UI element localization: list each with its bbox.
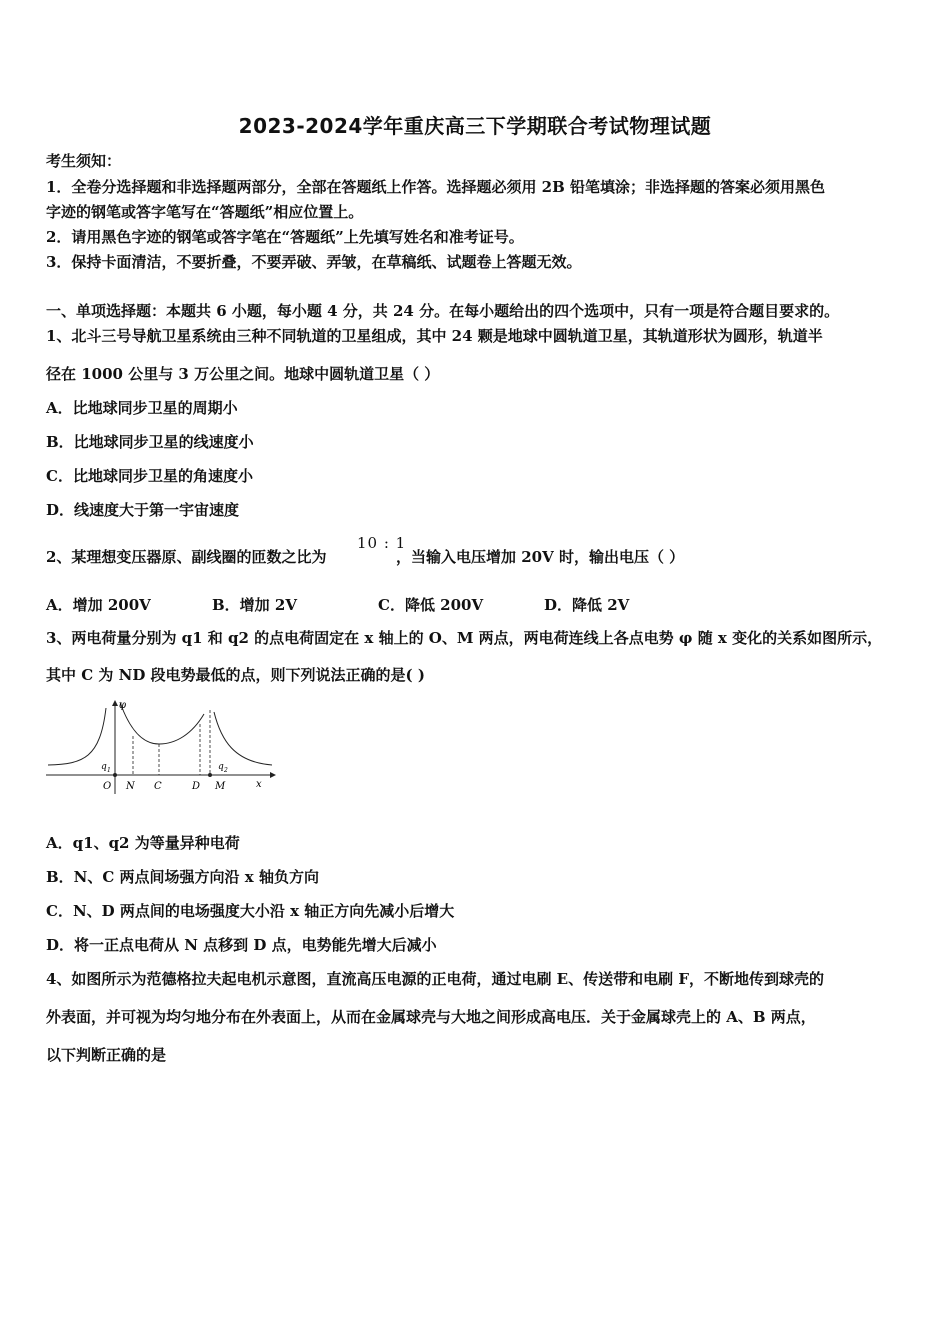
- x-label: x: [256, 779, 262, 790]
- page-title: 2023-2024学年重庆高三下学期联合考试物理试题: [238, 114, 712, 138]
- charge-q1-dot: [113, 773, 117, 777]
- q1-option-b: B．比地球同步卫星的线速度小: [46, 433, 254, 451]
- phi-axis-arrow: [112, 700, 118, 706]
- D-label: D: [192, 781, 201, 792]
- q3-option-a: A．q1、q2 为等量异种电荷: [46, 834, 240, 852]
- q3-option-b: B．N、C 两点间场强方向沿 x 轴负方向: [46, 868, 319, 886]
- notice-line-1b: 字迹的钢笔或答字笔写在“答题纸”相应位置上。: [46, 203, 364, 221]
- q2-stem-suffix: ，当输入电压增加 20V 时，输出电压（ ）: [396, 548, 685, 566]
- q1-option-c: C．比地球同步卫星的角速度小: [46, 467, 253, 485]
- q1-stem-line-2: 径在 1000 公里与 3 万公里之间。地球中圆轨道卫星（ ）: [46, 365, 440, 383]
- notice-heading: 考生须知：: [46, 152, 122, 170]
- q2-option-a: A．增加 200V: [46, 596, 151, 614]
- q2-turns-ratio: 10 : 1: [357, 534, 407, 552]
- q1-stem-line-1: 1、北斗三号导航卫星系统由三种不同轨道的卫星组成，其中 24 颗是地球中圆轨道卫星，其轨道形状为圆形，轨道半: [46, 327, 823, 345]
- q1-subscript: 1: [107, 767, 111, 774]
- q2-option-d: D．降低 2V: [544, 596, 630, 614]
- q4-stem-line-1: 4、如图所示为范德格拉夫起电机示意图，直流高压电源的正电荷，通过电刷 E、传送带和电刷 F，不断地传到球壳的: [46, 970, 824, 988]
- x-axis-arrow: [270, 772, 276, 778]
- q1-label: q: [101, 762, 107, 772]
- q4-stem-line-2: 外表面，并可视为均匀地分布在外表面上，从而在金属球壳与大地之间形成高电压．关于金属球壳上的 A、B 两点，: [46, 1008, 816, 1026]
- N-label: N: [126, 781, 135, 792]
- q2-option-b: B．增加 2V: [212, 596, 297, 614]
- q2-option-c: C．降低 200V: [378, 596, 484, 614]
- q3-stem-line-2: 其中 C 为 ND 段电势最低的点，则下列说法正确的是( ): [46, 666, 425, 684]
- q2-label: q: [218, 762, 224, 772]
- charge-q2-dot: [208, 773, 212, 777]
- potential-graph: [44, 698, 284, 798]
- q2-options: [46, 594, 629, 615]
- q1-option-a: A．比地球同步卫星的周期小: [46, 399, 238, 417]
- phi-label: φ: [119, 700, 127, 711]
- q3-option-d: D．将一正点电荷从 N 点移到 D 点，电势能先增大后减小: [46, 936, 437, 954]
- right-branch-curve: [214, 712, 272, 765]
- q1-option-d: D．线速度大于第一宇宙速度: [46, 501, 240, 519]
- q2-subscript: 2: [224, 767, 228, 774]
- notice-line-3: 3．保持卡面清洁，不要折叠，不要弄破、弄皱，在草稿纸、试题卷上答题无效。: [46, 253, 582, 271]
- q2-stem-prefix: 2、某理想变压器原、副线圈的匝数之比为: [46, 548, 327, 566]
- section-heading: 一、单项选择题：本题共 6 小题，每小题 4 分，共 24 分。在每小题给出的四个选项中，只有一项是符合题目要求的。: [46, 302, 840, 320]
- q4-stem-line-3: 以下判断正确的是: [46, 1046, 167, 1064]
- M-label: M: [215, 781, 226, 792]
- q3-option-c: C．N、D 两点间的电场强度大小沿 x 轴正方向先减小后增大: [46, 902, 455, 920]
- O-label: O: [103, 781, 112, 792]
- C-label: C: [154, 781, 162, 792]
- q3-stem-line-1: 3、两电荷量分别为 q1 和 q2 的点电荷固定在 x 轴上的 O、M 两点，两电荷连线上各点电势 φ 随 x 变化的关系如图所示，: [46, 629, 883, 647]
- notice-line-2: 2．请用黑色字迹的钢笔或答字笔在“答题纸”上先填写姓名和准考证号。: [46, 228, 524, 246]
- left-branch-curve: [48, 708, 106, 765]
- notice-line-1: 1．全卷分选择题和非选择题两部分，全部在答题纸上作答。选择题必须用 2B 铅笔填涂；非选择题的答案必须用黑色: [46, 178, 826, 196]
